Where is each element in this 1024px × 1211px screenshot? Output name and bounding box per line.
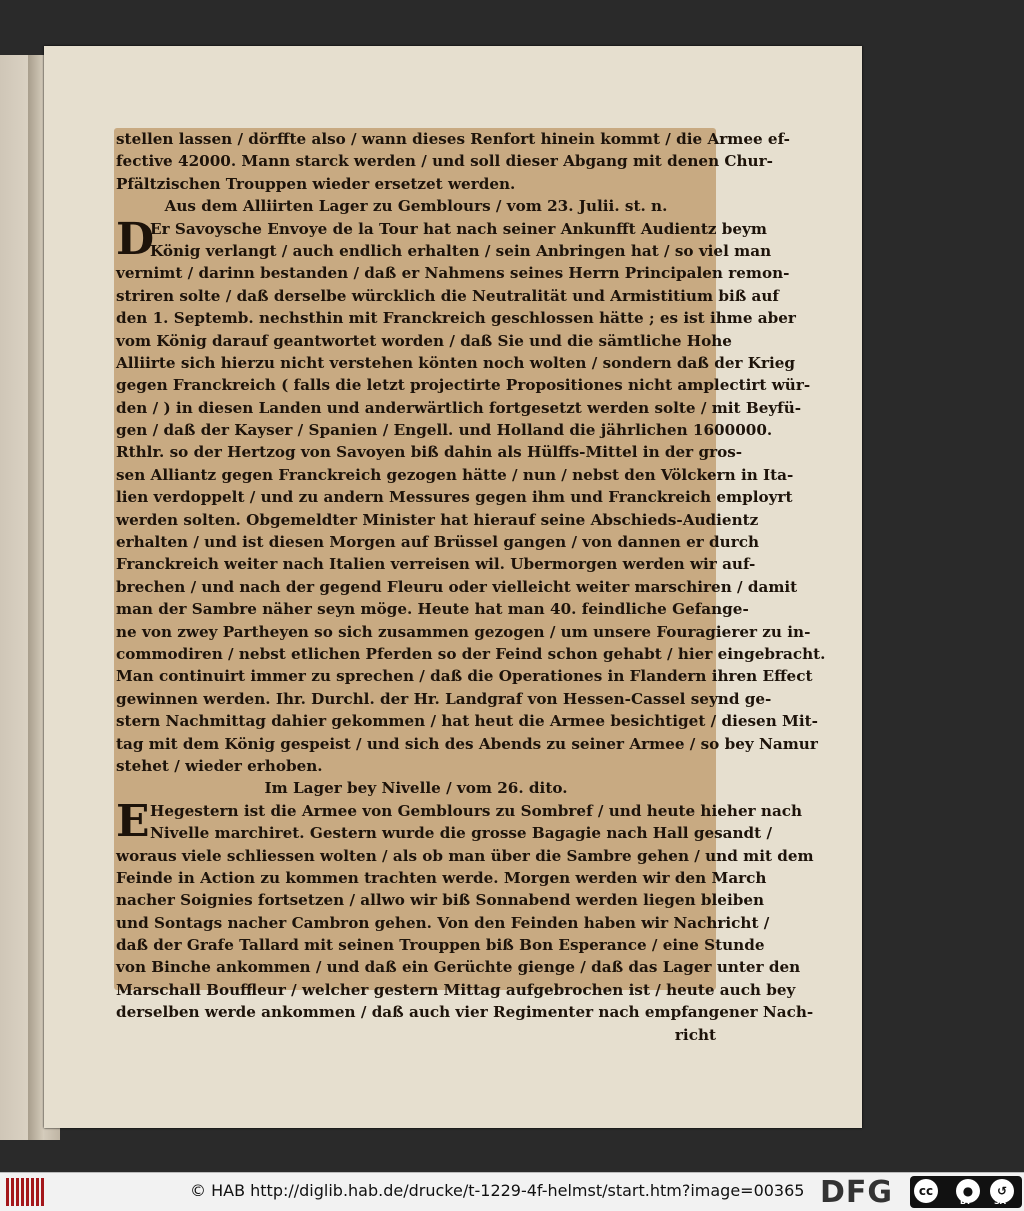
- text-line: Franckreich weiter nach Italien verreisen wil. Ubermorgen werden wir auf-: [116, 555, 756, 574]
- dfg-logo: DFG: [820, 1175, 894, 1210]
- text-line: Pfältzischen Trouppen wieder ersetzet werden.: [116, 174, 516, 193]
- text-line: von Binche ankommen / und daß ein Gerüchte gienge / daß das Lager unter den: [116, 958, 801, 977]
- cc-license-badge[interactable]: [910, 1176, 1022, 1208]
- text-line: nacher Soignies fortsetzen / allwo wir biß Sonnabend werden liegen bleiben: [116, 891, 765, 910]
- text-line: stehet / wieder erhoben.: [116, 756, 323, 775]
- source-link[interactable]: © HAB http://diglib.hab.de/drucke/t-1229-4f-helmst/start.htm?image=00365: [190, 1181, 805, 1200]
- text-line: stellen lassen / dörffte also / wann dieses Renfort hinein kommt / die Armee ef-: [116, 130, 790, 148]
- paragraph-savoy: [116, 213, 826, 778]
- text-line: Man continuirt immer zu sprechen / daß die Operationes in Flandern ihren Effect: [116, 667, 813, 686]
- text-line: König verlangt / auch endlich erhalten / sein Anbringen hat / so viel man: [150, 241, 772, 260]
- text-line: brechen / und nach der gegend Fleuru oder vielleicht weiter marschiren / damit: [116, 577, 798, 596]
- by-label: BY: [960, 1197, 972, 1206]
- drop-cap: E: [116, 795, 150, 847]
- section-heading: Im Lager bey Nivelle / vom 26. dito.: [264, 779, 568, 798]
- text-line: Feinde in Action zu kommen trachten werde. Morgen werden wir den March: [116, 868, 767, 887]
- text-line: Nivelle marchiret. Gestern wurde die grosse Bagagie nach Hall gesandt /: [150, 824, 773, 843]
- binding-edge: [28, 55, 44, 1140]
- catchword: richt: [674, 1025, 716, 1044]
- text-line: Hegestern ist die Armee von Gemblours zu Sombref / und heute hieher nach: [150, 801, 803, 820]
- text-line: den / ) in diesen Landen und anderwärtlich fortgesetzt werden solte / mit Beyfü-: [116, 398, 802, 417]
- attribution-icon: ●: [956, 1179, 980, 1203]
- text-line: vernimt / darinn bestanden / daß er Nahmens seines Herrn Principalen remon-: [116, 264, 790, 283]
- drop-cap: D: [116, 213, 155, 265]
- page-text: [116, 128, 826, 1046]
- text-line: commodiren / nebst etlichen Pferden so der Feind schon gehabt / hier eingebracht.: [116, 644, 826, 663]
- sa-label: SA: [994, 1197, 1006, 1206]
- text-line: daß der Grafe Tallard mit seinen Trouppen biß Bon Esperance / eine Stunde: [116, 936, 765, 955]
- text-line: fective 42000. Mann starck werden / und soll dieser Abgang mit denen Chur-: [116, 152, 773, 171]
- text-line: stern Nachmittag dahier gekommen / hat heut die Armee besichtiget / diesen Mit-: [116, 712, 818, 731]
- text-line: werden solten. Obgemeldter Minister hat hierauf seine Abschieds-Audientz: [116, 510, 759, 529]
- text-line: woraus viele schliessen wolten / als ob man über die Sambre gehen / und mit dem: [116, 846, 814, 865]
- text-line: gegen Franckreich ( falls die letzt projectirte Propositiones nicht amplectirt wür-: [116, 376, 811, 395]
- text-line: Rthlr. so der Hertzog von Savoyen biß dahin als Hülffs-Mittel in der gros-: [116, 443, 743, 462]
- hab-logo-icon: [6, 1178, 46, 1206]
- text-line: man der Sambre näher seyn möge. Heute hat man 40. feindliche Gefange-: [116, 600, 749, 619]
- text-line: lien verdoppelt / und zu andern Messures gegen ihm und Franckreich employrt: [116, 488, 793, 507]
- text-line: den 1. Septemb. nechsthin mit Franckreich geschlossen hätte ; es ist ihme aber: [116, 309, 796, 328]
- text-line: Alliirte sich hierzu nicht verstehen könten noch wolten / sondern daß der Krieg: [116, 353, 796, 372]
- text-line: striren solte / daß derselbe würcklich die Neutralität und Armistitium biß auf: [116, 286, 779, 305]
- text-line: und Sontags nacher Cambron gehen. Von den Feinden haben wir Nachricht /: [116, 913, 770, 932]
- text-line: tag mit dem König gespeist / und sich des Abends zu seiner Armee / so bey Namur: [116, 734, 818, 753]
- text-line: gen / daß der Kayser / Spanien / Engell. und Holland die jährlichen 1600000.: [116, 421, 773, 440]
- footer-bar: [0, 1172, 1024, 1211]
- text-line: gewinnen werden. Ihr. Durchl. der Hr. Landgraf von Hessen-Cassel seynd ge-: [116, 689, 772, 708]
- text-line: Er Savoysche Envoye de la Tour hat nach seiner Ankunfft Audientz beym: [150, 219, 767, 238]
- paragraph-nivelle: [116, 795, 814, 1024]
- text-line: ne von zwey Partheyen so sich zusammen gezogen / um unsere Fouragierer zu in-: [116, 622, 811, 641]
- text-line: sen Alliantz gegen Franckreich gezogen hätte / nun / nebst den Völckern in Ita-: [116, 465, 794, 484]
- cc-icon: cc: [914, 1179, 938, 1203]
- text-line: vom König darauf geantwortet worden / daß Sie und die sämtliche Hohe: [116, 331, 732, 350]
- share-alike-icon: ↺: [990, 1179, 1014, 1203]
- text-line: Marschall Boufflеur / welcher gestern Mittag aufgebrochen ist / heute auch bey: [116, 980, 796, 999]
- section-heading: Aus dem Alliirten Lager zu Gemblours / vom 23. Julii. st. n.: [164, 197, 668, 216]
- text-line: erhalten / und ist diesen Morgen auf Brüssel gangen / von dannen er durch: [116, 533, 759, 552]
- text-line: derselben werde ankommen / daß auch vier Regimenter nach empfangener Nach-: [116, 1003, 814, 1022]
